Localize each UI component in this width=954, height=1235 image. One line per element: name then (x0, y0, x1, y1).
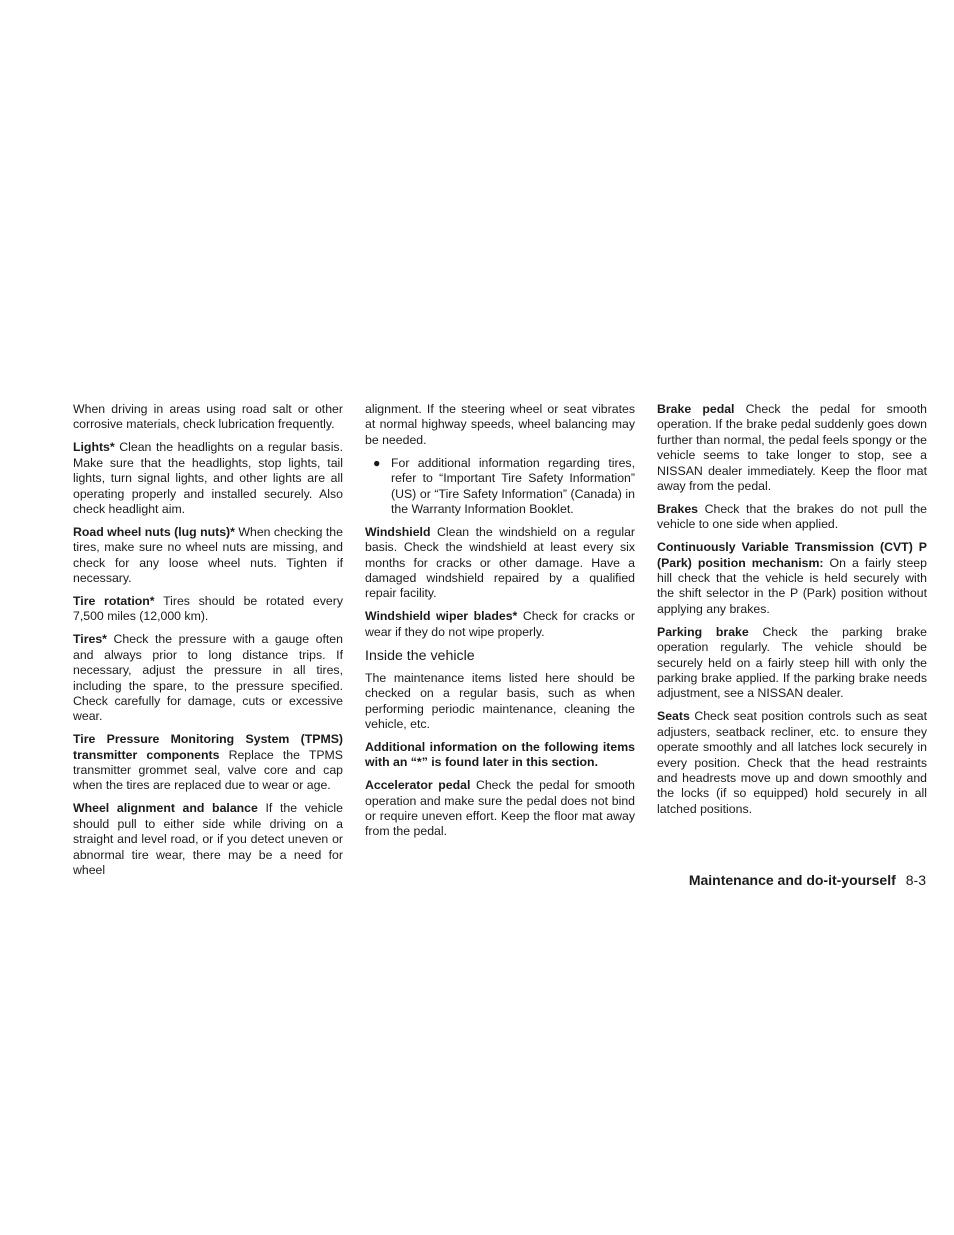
tires-paragraph (73, 632, 343, 724)
lights-text: Clean the headlights on a regular basis. Make sure that the headlights, stop lights, tail lights, turn signal lights, and other lights are all operating properly and installed securely. Also check headlight aim. (73, 440, 343, 516)
additional-info-paragraph: Additional information on the following items with an “*” is found later in this section. (365, 739, 635, 770)
accelerator-term: Accelerator pedal (365, 778, 471, 793)
footer-page-number: 8-3 (905, 872, 926, 888)
lights-term: Lights* (73, 440, 115, 455)
parking-brake-paragraph (657, 625, 927, 702)
column-middle (365, 402, 635, 847)
brakes-paragraph (657, 502, 927, 533)
seats-paragraph (657, 709, 927, 817)
column-right (657, 402, 927, 825)
tires-term: Tires* (73, 632, 107, 647)
brake-pedal-term: Brake pedal (657, 402, 735, 416)
footer-chapter-title: Maintenance and do-it-yourself (688, 872, 896, 888)
brake-pedal-paragraph (657, 402, 927, 494)
windshield-paragraph (365, 525, 635, 602)
alignment-continued-paragraph: alignment. If the steering wheel or seat vibrates at normal highway speeds, wheel balancing may be needed. (365, 402, 635, 447)
section-title: Inside the vehicle (365, 647, 475, 664)
wiper-text: Check for cracks or wear if they do not wipe properly. (365, 609, 635, 639)
accelerator-paragraph (365, 778, 635, 840)
wiper-paragraph (365, 609, 635, 640)
brakes-term: Brakes (657, 501, 699, 516)
column-left (73, 402, 343, 886)
cvt-term: Continuously Variable Transmission (CVT) P (Park) position mechanism: (657, 540, 927, 570)
wiper-term: Windshield wiper blades* (365, 609, 518, 624)
page-footer (689, 872, 926, 889)
windshield-text: Clean the windshield on a regular basis. Check the windshield at least every six months for cracks or other damage. Have a damaged windshield repaired by a qualified repair facility. (365, 524, 635, 601)
bullet-dot-icon: ● (373, 455, 381, 470)
tires-text: Check the pressure with a gauge often and always prior to long distance trips. If necessary, adjust the pressure in all tires, including the spare, to the pressure specified. Check carefully for damage, cuts or excessive wear. (73, 632, 343, 724)
seats-text: Check seat position controls such as seat adjusters, seatback recliner, etc. to ensure they operate smoothly and all latches lock securely in every position. Check that the head restraints and headrests move up and down smoothly and the locks (if so equipped) hold securely in all latched positions. (657, 709, 927, 816)
windshield-term: Windshield (365, 524, 431, 539)
seats-term: Seats (657, 709, 690, 724)
tire-rotation-paragraph (73, 594, 343, 625)
cvt-text: On a fairly steep hill check that the vehicle is held securely with the shift selector in the P (Park) position without applying any brakes. (657, 555, 927, 616)
alignment-text: If the vehicle should pull to either side while driving on a straight and level road, or if you detect uneven or abnormal tire wear, there may be a need for wheel (73, 801, 343, 877)
alignment-term: Wheel alignment and balance (73, 801, 258, 816)
parking-brake-text: Check the parking brake operation regularly. The vehicle should be securely held on a fairly steep hill with only the parking brake applied. If the parking brake needs adjustment, see a NISSAN dealer. (657, 624, 927, 701)
lug-nuts-text: When checking the tires, make sure no wheel nuts are missing, and check for any loose wheel nuts. Tighten if necessary. (73, 524, 343, 586)
parking-brake-term: Parking brake (657, 624, 749, 639)
lights-paragraph (73, 440, 343, 517)
lug-nuts-term: Road wheel nuts (lug nuts)* (73, 524, 235, 539)
lug-nuts-paragraph (73, 525, 343, 587)
accelerator-text: Check the pedal for smooth operation and make sure the pedal does not bind or require uneven effort. Keep the floor mat away from the pedal. (365, 778, 636, 839)
brakes-text: Check that the brakes do not pull the vehicle to one side when applied. (657, 501, 927, 532)
section-intro-paragraph: The maintenance items listed here should be checked on a regular basis, such as when performing periodic maintenance, cleaning the vehicle, etc. (365, 670, 635, 731)
tpms-paragraph (73, 732, 343, 794)
intro-paragraph: When driving in areas using road salt or other corrosive materials, check lubrication frequently. (73, 402, 343, 432)
tire-rotation-term: Tire rotation* (73, 593, 155, 608)
tpms-text: Replace the TPMS transmitter grommet seal, valve core and cap when the tires are replaced due to wear or age. (73, 747, 343, 793)
alignment-paragraph (73, 801, 343, 878)
tire-rotation-text: Tires should be rotated every 7,500 miles (12,000 km). (73, 593, 343, 624)
bullet-text: For additional information regarding tires, refer to “Important Tire Safety Information” (US) or “Tire Safety Information” (Canada) in the Warranty Information Booklet. (391, 455, 635, 516)
tpms-term: Tire Pressure Monitoring System (TPMS) transmitter components (73, 732, 343, 762)
brake-pedal-text: Check the pedal for smooth operation. If the brake pedal suddenly goes down further than normal, the pedal feels spongy or the vehicle seems to take longer to stop, see a NISSAN dealer immediately. Keep the floor mat away from the pedal. (657, 402, 928, 494)
cvt-paragraph (657, 540, 927, 617)
tire-info-bullet (365, 456, 635, 518)
